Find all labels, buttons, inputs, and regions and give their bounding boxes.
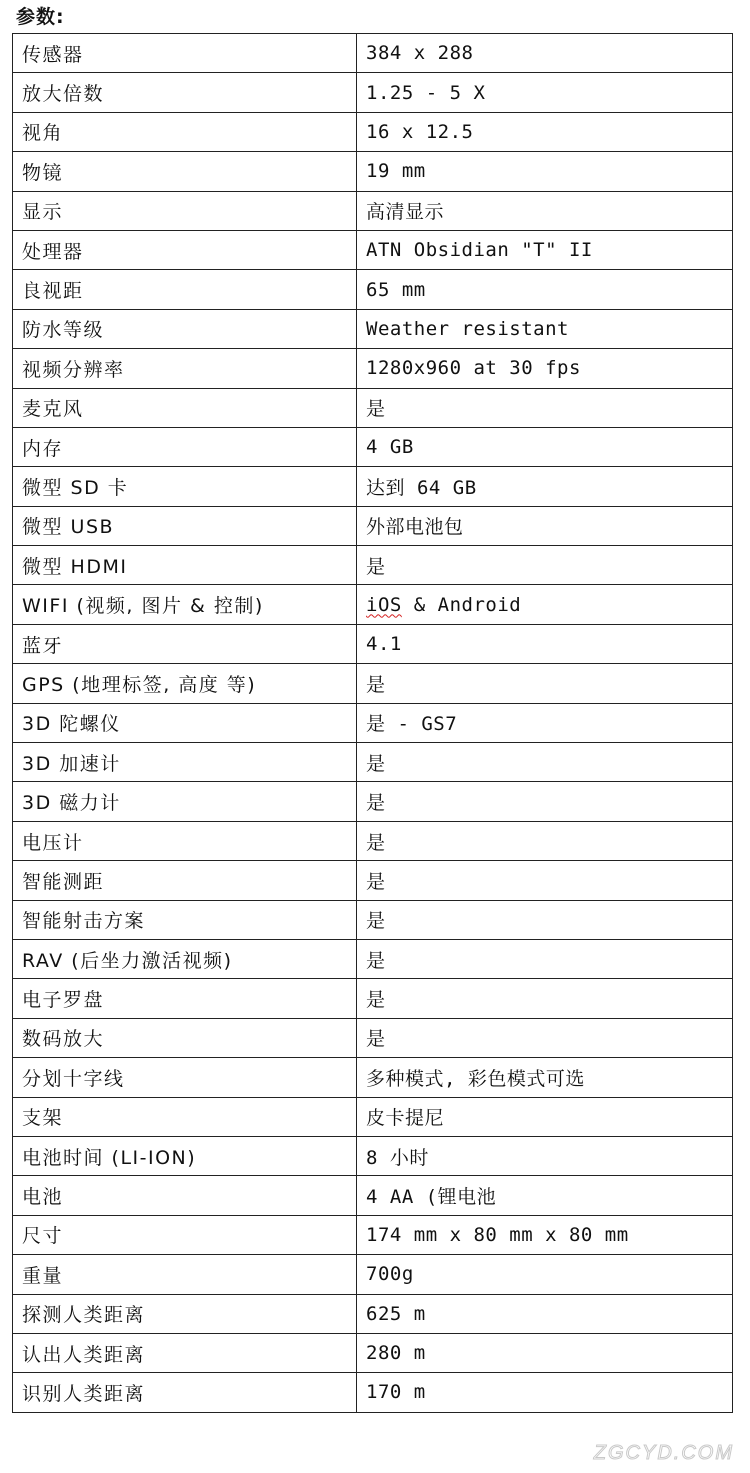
table-row	[13, 664, 733, 703]
spec-label: 内存	[13, 427, 357, 466]
spec-label: 传感器	[13, 34, 357, 73]
spec-label: 麦克风	[13, 388, 357, 427]
spec-value: 1280x960 at 30 fps	[357, 349, 733, 388]
table-row	[13, 1333, 733, 1372]
spec-value: 是	[357, 821, 733, 860]
spec-value: Weather resistant	[357, 309, 733, 348]
table-row	[13, 1176, 733, 1215]
spec-label: WIFI (视频, 图片 & 控制)	[13, 585, 357, 624]
spec-label: 识别人类距离	[13, 1373, 357, 1412]
spec-value: 170 m	[357, 1373, 733, 1412]
table-row	[13, 506, 733, 545]
spec-label: 电池	[13, 1176, 357, 1215]
spec-value: 是	[357, 939, 733, 978]
spec-label: 3D 加速计	[13, 743, 357, 782]
spec-label: 智能测距	[13, 861, 357, 900]
spec-label: 微型 HDMI	[13, 546, 357, 585]
spec-value: 625 m	[357, 1294, 733, 1333]
spec-value: 19 mm	[357, 152, 733, 191]
spec-value: 是	[357, 664, 733, 703]
table-row	[13, 979, 733, 1018]
table-row	[13, 349, 733, 388]
spec-label: 显示	[13, 191, 357, 230]
spec-label: 3D 陀螺仪	[13, 703, 357, 742]
table-row	[13, 34, 733, 73]
spec-label: 视频分辨率	[13, 349, 357, 388]
spec-value: 4 AA (锂电池	[357, 1176, 733, 1215]
spec-label: 分划十字线	[13, 1058, 357, 1097]
table-row	[13, 782, 733, 821]
spec-label: 物镜	[13, 152, 357, 191]
table-row	[13, 1018, 733, 1057]
spec-value	[357, 585, 733, 624]
spec-value: 是	[357, 1018, 733, 1057]
spec-label: 重量	[13, 1255, 357, 1294]
spellcheck-underlined-text: iOS	[366, 593, 402, 616]
table-row	[13, 73, 733, 112]
spec-label: 放大倍数	[13, 73, 357, 112]
table-row	[13, 191, 733, 230]
spec-label: 3D 磁力计	[13, 782, 357, 821]
spec-label: 支架	[13, 1097, 357, 1136]
table-row	[13, 1255, 733, 1294]
spec-label: 电池时间 (LI-ION)	[13, 1136, 357, 1175]
spec-label: 数码放大	[13, 1018, 357, 1057]
spec-value: 达到 64 GB	[357, 467, 733, 506]
table-row	[13, 270, 733, 309]
spec-value: 多种模式, 彩色模式可选	[357, 1058, 733, 1097]
table-row	[13, 388, 733, 427]
table-row	[13, 1294, 733, 1333]
spec-value: 174 mm x 80 mm x 80 mm	[357, 1215, 733, 1254]
spec-value: 4 GB	[357, 427, 733, 466]
spec-value: 是	[357, 979, 733, 1018]
spec-value: ATN Obsidian "T" II	[357, 230, 733, 269]
table-row	[13, 112, 733, 151]
table-row	[13, 427, 733, 466]
spec-value: 是	[357, 388, 733, 427]
spec-label: GPS (地理标签, 高度 等)	[13, 664, 357, 703]
table-row	[13, 1097, 733, 1136]
spec-label: 尺寸	[13, 1215, 357, 1254]
spec-value: 高清显示	[357, 191, 733, 230]
table-row	[13, 1136, 733, 1175]
spec-table	[12, 33, 733, 1413]
table-row	[13, 309, 733, 348]
spec-label: 处理器	[13, 230, 357, 269]
spec-value: 8 小时	[357, 1136, 733, 1175]
spec-label: 视角	[13, 112, 357, 151]
spec-value: 是	[357, 743, 733, 782]
spec-value: 皮卡提尼	[357, 1097, 733, 1136]
spec-label: 电子罗盘	[13, 979, 357, 1018]
spec-value: 700g	[357, 1255, 733, 1294]
spec-value: 是	[357, 900, 733, 939]
table-row	[13, 861, 733, 900]
spec-label: RAV (后坐力激活视频)	[13, 939, 357, 978]
table-row	[13, 821, 733, 860]
spec-label: 智能射击方案	[13, 900, 357, 939]
table-row	[13, 467, 733, 506]
spec-value: 是	[357, 861, 733, 900]
spec-label: 探测人类距离	[13, 1294, 357, 1333]
table-row	[13, 546, 733, 585]
spec-label: 防水等级	[13, 309, 357, 348]
spec-value: 是	[357, 546, 733, 585]
spec-label: 电压计	[13, 821, 357, 860]
watermark-logo: ZGCYD.COM	[593, 1442, 734, 1464]
table-row	[13, 1373, 733, 1412]
spec-label: 蓝牙	[13, 624, 357, 663]
spec-value: 16 x 12.5	[357, 112, 733, 151]
table-row	[13, 939, 733, 978]
table-row	[13, 1215, 733, 1254]
spec-value: 是	[357, 782, 733, 821]
spec-value: 是 - GS7	[357, 703, 733, 742]
table-row	[13, 152, 733, 191]
spec-value: 65 mm	[357, 270, 733, 309]
table-row	[13, 230, 733, 269]
spec-value: 1.25 - 5 X	[357, 73, 733, 112]
spec-value: 4.1	[357, 624, 733, 663]
section-heading: 参数:	[16, 6, 65, 28]
table-row	[13, 624, 733, 663]
table-row	[13, 585, 733, 624]
spec-label: 良视距	[13, 270, 357, 309]
spec-value: 384 x 288	[357, 34, 733, 73]
table-row	[13, 1058, 733, 1097]
spec-label: 微型 USB	[13, 506, 357, 545]
table-row	[13, 703, 733, 742]
table-row	[13, 743, 733, 782]
spec-label: 认出人类距离	[13, 1333, 357, 1372]
spec-value: 280 m	[357, 1333, 733, 1372]
spec-value-rest: & Android	[401, 593, 522, 616]
spec-label: 微型 SD 卡	[13, 467, 357, 506]
spec-value: 外部电池包	[357, 506, 733, 545]
table-row	[13, 900, 733, 939]
